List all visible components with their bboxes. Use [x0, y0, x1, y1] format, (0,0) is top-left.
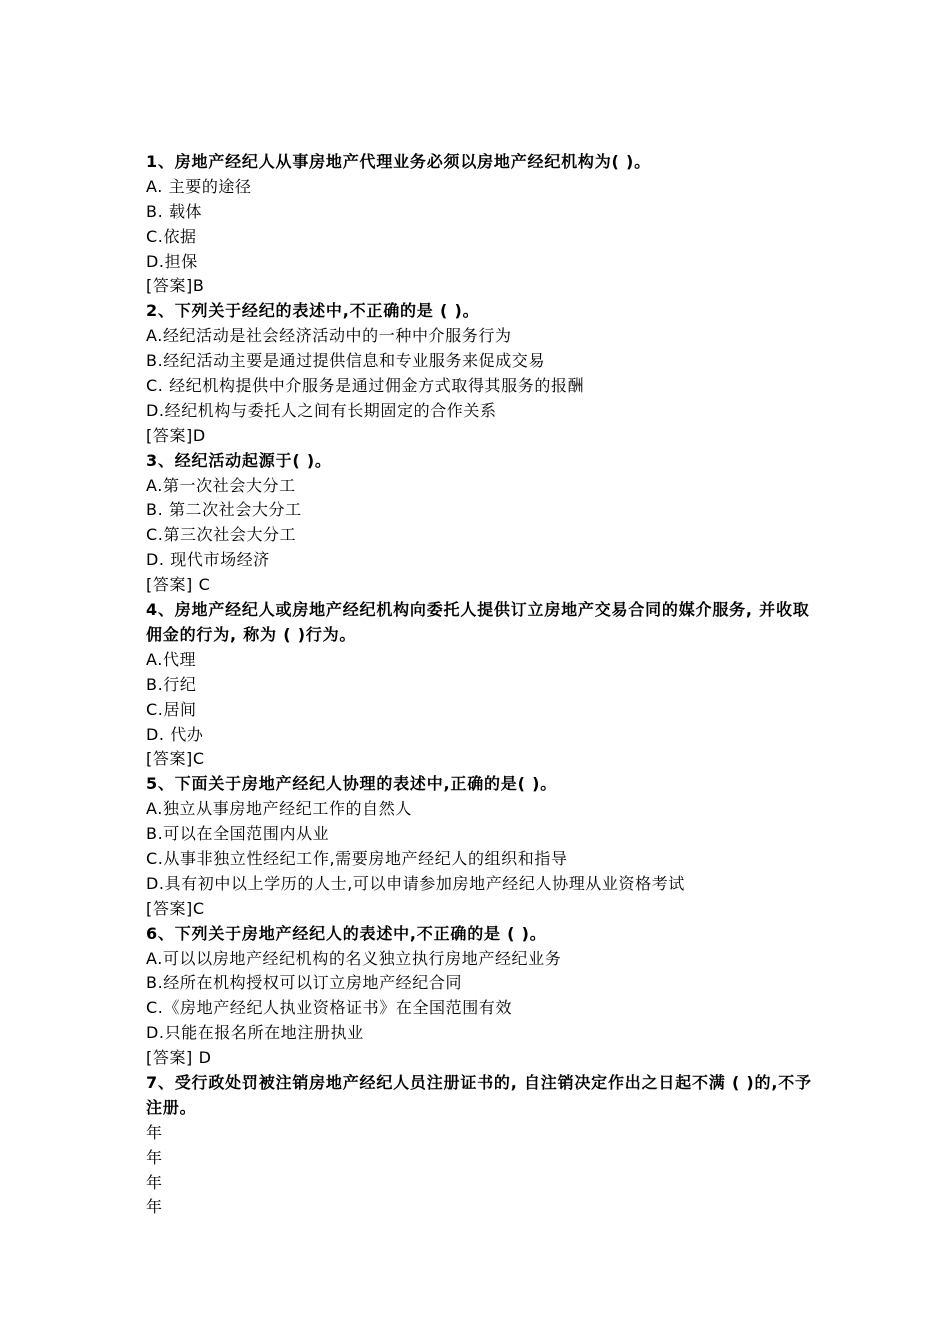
q3-answer: [答案] C: [146, 575, 211, 595]
q5-option-a: A.独立从事房地产经纪工作的自然人: [146, 799, 412, 819]
q4-option-d: D. 代办: [146, 724, 204, 744]
q6-answer: [答案] D: [146, 1048, 212, 1068]
question-4: 4、房地产经纪人或房地产经纪机构向委托人提供订立房地产交易合同的媒介服务, 并收取佣金的行为, 称为 ( )行为。: [146, 600, 810, 644]
q6-option-a: A.可以以房地产经纪机构的名义独立执行房地产经纪业务: [146, 948, 562, 968]
q1-option-c: C.依据: [146, 226, 197, 246]
question-list: [146, 150, 826, 1220]
q1-option-b: B. 载体: [146, 201, 203, 221]
q7-option-c: 年: [146, 1172, 163, 1192]
q7-option-b: 年: [146, 1147, 163, 1167]
question-5: 5、下面关于房地产经纪人协理的表述中,正确的是( )。: [146, 774, 558, 794]
q3-option-b: B. 第二次社会大分工: [146, 500, 302, 520]
q4-option-b: B.行纪: [146, 674, 197, 694]
q2-option-a: A.经纪活动是社会经济活动中的一种中介服务行为: [146, 326, 512, 346]
q6-option-b: B.经所在机构授权可以订立房地产经纪合同: [146, 973, 463, 993]
question-6: 6、下列关于房地产经纪人的表述中,不正确的是 ( )。: [146, 923, 547, 943]
question-1: 1、房地产经纪人从事房地产代理业务必须以房地产经纪机构为( )。: [146, 152, 651, 171]
q6-option-d: D.只能在报名所在地注册执业: [146, 1023, 364, 1043]
question-3: 3、经纪活动起源于( )。: [146, 450, 332, 470]
q7-option-d: 年: [146, 1197, 163, 1217]
q7-option-a: 年: [146, 1122, 163, 1142]
q2-answer: [答案]D: [146, 425, 206, 445]
q5-answer: [答案]C: [146, 898, 205, 918]
q3-option-a: A.第一次社会大分工: [146, 475, 296, 495]
q2-option-b: B.经纪活动主要是通过提供信息和专业服务来促成交易: [146, 351, 546, 371]
q1-answer: [答案]B: [146, 276, 205, 296]
q5-option-d: D.具有初中以上学历的人士,可以申请参加房地产经纪人协理从业资格考试: [146, 873, 685, 893]
q2-option-d: D.经纪机构与委托人之间有长期固定的合作关系: [146, 400, 497, 420]
q6-option-c: C.《房地产经纪人执业资格证书》在全国范围有效: [146, 998, 513, 1018]
question-2: 2、下列关于经纪的表述中,不正确的是 ( )。: [146, 301, 480, 321]
q4-option-c: C.居间: [146, 699, 197, 719]
q3-option-d: D. 现代市场经济: [146, 550, 270, 570]
q5-option-c: C.从事非独立性经纪工作,需要房地产经纪人的组织和指导: [146, 848, 568, 868]
q2-option-c: C. 经纪机构提供中介服务是通过佣金方式取得其服务的报酬: [146, 376, 585, 396]
q3-option-c: C.第三次社会大分工: [146, 525, 297, 545]
q4-option-a: A.代理: [146, 649, 197, 669]
q4-answer: [答案]C: [146, 749, 205, 769]
q5-option-b: B.可以在全国范围内从业: [146, 824, 330, 844]
q1-option-d: D.担保: [146, 251, 198, 271]
q1-option-a: A. 主要的途径: [146, 176, 252, 196]
question-7: 7、受行政处罚被注销房地产经纪人员注册证书的, 自注销决定作出之日起不满 ( )的,不予注册。: [146, 1072, 812, 1117]
